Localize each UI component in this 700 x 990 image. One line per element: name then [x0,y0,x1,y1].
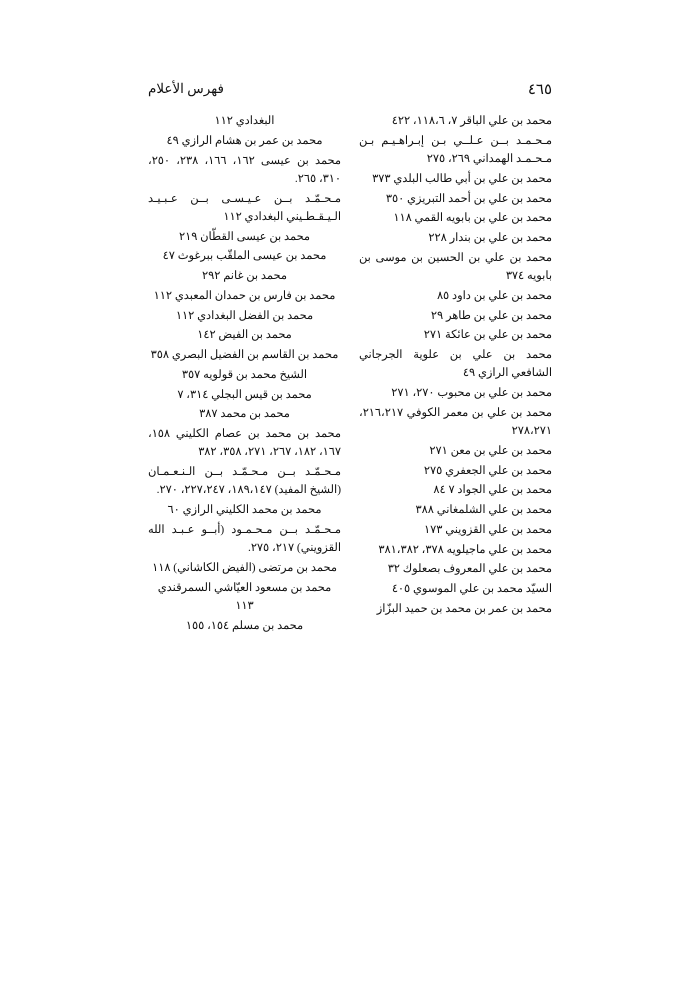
index-entry: الشيخ محمد بن قولويه ٣٥٧ [181,368,308,381]
index-entry: مـحـمّـد بــن مـحـمّـد بــن الـنـعـمـان (الشيخ المفيد) ١٨٩،١٤٧، ٢٢٧،٢٤٧، ٢٧٠. [145,466,341,497]
index-entry: محمد بن علي الجعفري ٢٧٥ [423,464,552,477]
index-entry: محمد بن علي بن أبي طالب البلدي ٣٧٣ [372,172,552,185]
index-entry: محمد بن عيسى الملقّب ببرغوث ٤٧ [162,250,327,263]
index-entry: محمد بن الفضل البغدادي ١١٢ [175,309,314,322]
index-entry: محمد بن علي المعروف بصعلوك ٣٢ [387,563,552,576]
index-column-left [145,112,341,636]
index-entry: محمد بن علي بن معن ٢٧١ [429,444,552,457]
index-columns [145,112,552,636]
index-entry: محمد بن محمد بن عصام الكليني ١٥٨، ١٦٧، ١٨٢، ٢٦٧، ٢٧١، ٣٥٨، ٣٨٢ [145,428,341,459]
header-title: فهرس الأعلام [148,81,224,96]
index-entry: محمد بن محمد ٣٨٧ [199,408,290,421]
index-entry: محمد بن علي بن محبوب ٢٧٠، ٢٧١ [391,387,552,399]
index-entry: محمد بن علي بن بابويه القمي ١١٨ [393,212,552,225]
index-entry: محمد بن عيسى ١٦٢، ١٦٦، ٢٣٨، ٢٥٠، ٣١٠، ٢٦٥. [145,154,341,185]
index-entry: محمد بن الفيض ١٤٢ [197,329,292,342]
index-column-right [356,112,552,636]
index-entry: البغدادي ١١٢ [214,115,275,127]
index-entry: محمد بن علي بن داود ٨٥ [436,289,552,302]
index-entry: محمد بن علي بن طاهر ٢٩ [430,309,552,322]
index-entry: مـحـمّـد بــن مـحـمـود (أبــو عـبـد الله القزويني) ٢١٧، ٢٧٥. [145,523,341,554]
index-entry: مـحـمـد بــن عـلــي بـن إبـراهـيـم بـن مـحـمـد الهمداني ٢٦٩، ٢٧٥ [356,134,552,165]
page-header [148,78,552,100]
index-entry: محمد بن مسلم ١٥٤، ١٥٥ [185,619,304,632]
index-entry: محمد بن عمر بن محمد بن حميد البزّاز [376,602,552,615]
index-entry: محمد بن مرتضى (الفيض الكاشاني) ١١٨ [152,561,337,574]
index-entry: مـحـمّـد بــن عـيـسـى بــن عـبـيـد الـيـقـطـيني البغدادي ١١٢ [145,192,341,223]
index-entry: محمد بن علي بن بندار ٢٢٨ [428,232,552,244]
index-entry: محمد بن عمر بن هشام الرازي ٤٩ [166,134,323,147]
index-entry: محمد بن محمد الكليني الرازي ٦٠ [167,504,322,516]
index-entry: محمد بن علي بن عائكة ٢٧١ [423,329,552,342]
page-number: ٤٦٥ [527,81,552,98]
index-entry: محمد بن عيسى القطّان ٢١٩ [178,230,311,243]
index-entry: محمد بن غانم ٢٩٢ [202,270,287,282]
index-entry: السيّد محمد بن علي الموسوي ٤٠٥ [391,583,552,595]
index-entry: محمد بن مسعود العيّاشي السمرقندي ١١٣ [154,581,332,612]
index-entry: محمد بن فارس بن حمدان المعبدي ١١٢ [153,289,336,302]
index-entry: محمد بن علي الشلمغاني ٣٨٨ [415,504,552,516]
index-entry: محمد بن علي بن الحسين بن موسى بن بابويه ٣٧٤ [356,251,552,282]
index-entry: محمد بن علي بن علوية الجرجاني الشافعي الرازي ٤٩ [356,349,552,380]
index-entry: محمد بن علي الباقر ٧، ١١٨،٦، ٤٢٢ [391,115,552,127]
index-entry: محمد بن علي بن أحمد التبريزي ٣٥٠ [385,192,552,205]
index-entry: محمد بن علي ماجيلويه ٣٧٨، ٣٨١،٣٨٢ [378,543,552,556]
index-entry: محمد بن القاسم بن الفضيل البصري ٣٥٨ [150,349,339,361]
index-entry: محمد بن علي القزويني ١٧٣ [424,523,552,536]
index-entry: محمد بن علي بن معمر الكوفي ٢١٦،٢١٧، ٢٧٨،٢٧١ [356,406,552,437]
index-entry: محمد بن قيس البجلي ٣١٤، ٧ [177,388,312,401]
index-entry: محمد بن علي الجواد ٧ ٨٤ [433,484,552,497]
